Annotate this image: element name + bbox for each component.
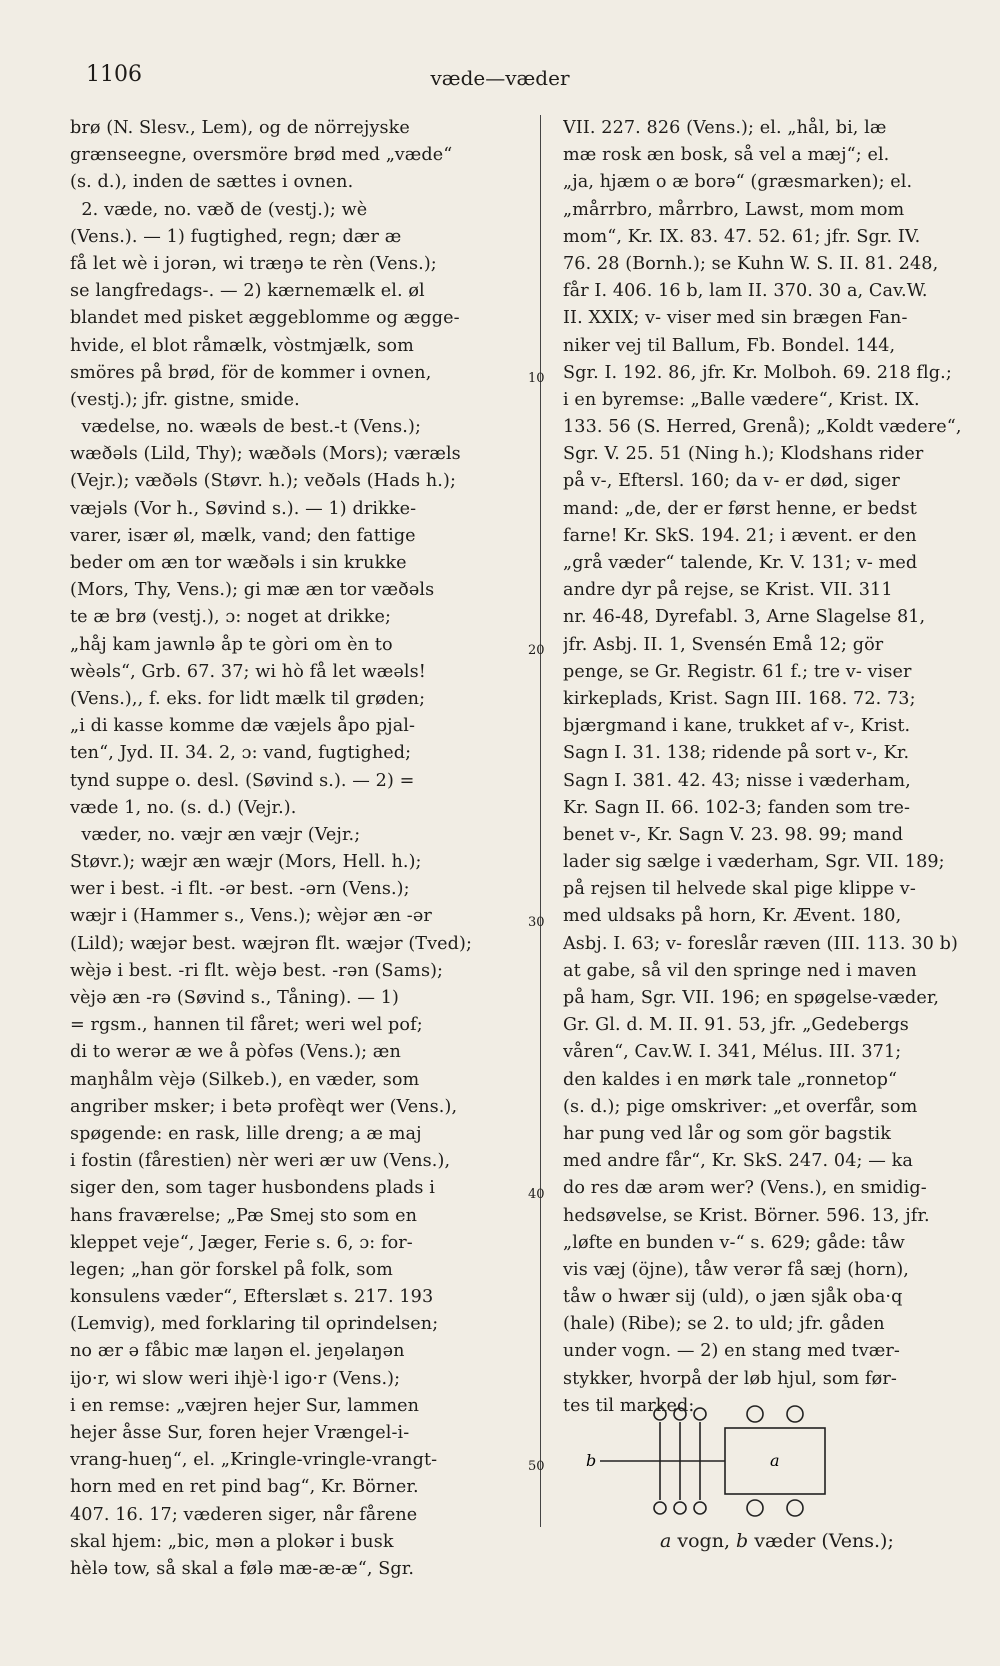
text-line: (vestj.); jfr. gistne, smide.	[70, 389, 300, 410]
text-line: med uldsaks på horn, Kr. Ævent. 180,	[563, 906, 902, 927]
page-number: 1106	[86, 62, 142, 87]
text-line: på rejsen til helvede skal pige klippe v-	[563, 879, 916, 900]
text-line: våren“, Cav.W. I. 341, Mélus. III. 371;	[563, 1042, 902, 1063]
text-line: 133. 56 (S. Herred, Grenå); „Koldt vædere“,	[563, 417, 962, 438]
text-line: vis væj (öjne), tåw verər få sæj (horn),	[563, 1259, 909, 1280]
running-head: væde—væder	[430, 66, 570, 90]
left-column	[70, 115, 540, 1583]
text-line: penge, se Gr. Registr. 61 f.; tre v- viser	[563, 661, 912, 682]
line-marker: 30	[528, 915, 545, 930]
caption-text: vogn,	[671, 1530, 737, 1552]
text-line: wèjə i best. -ri flt. wèjə best. -rən (Sams);	[70, 960, 444, 981]
text-line: Sgr. I. 192. 86, jfr. Kr. Molboh. 69. 218 flg.;	[563, 362, 952, 383]
text-line: farne! Kr. SkS. 194. 21; i ævent. er den	[563, 525, 917, 546]
text-line: den kaldes i en mørk tale „ronnetop“	[563, 1069, 898, 1090]
text-line: II. XXIX; v- viser med sin brægen Fan-	[563, 308, 908, 329]
text-line: grænseegne, oversmöre brød med „væde“	[70, 145, 453, 166]
text-line: legen; „han gör forskel på folk, som	[70, 1259, 393, 1280]
text-line: hans fraværelse; „Pæ Smej sto som en	[70, 1205, 418, 1226]
text-line: VII. 227. 826 (Vens.); el. „hål, bi, læ	[563, 118, 887, 138]
text-line: (s. d.); pige omskriver: „et overfår, som	[563, 1096, 918, 1117]
text-line: „grå væder“ talende, Kr. V. 131; v- med	[563, 553, 918, 573]
text-line: skal hjem: „bic, mən a plokər i busk	[70, 1531, 394, 1552]
text-line: „løfte en bunden v-“ s. 629; gåde: tåw	[563, 1232, 905, 1253]
text-line: wæðəls (Lild, Thy); wæðəls (Mors); væræls	[70, 444, 461, 465]
text-line: wæjr i (Hammer s., Vens.); wèjər æn -ər	[70, 906, 432, 927]
text-line: spøgende: en rask, lille dreng; a æ maj	[70, 1123, 422, 1144]
text-line: ijo·r, wi slow weri ihjè·l igo·r (Vens.);	[70, 1368, 401, 1389]
text-line: i fostin (fårestien) nèr weri ær uw (Vens.),	[70, 1151, 451, 1172]
text-line: på v-, Eftersl. 160; da v- er død, siger	[563, 471, 900, 492]
text-line: tes til marked:	[563, 1395, 695, 1416]
text-line: smöres på brød, för de kommer i ovnen,	[70, 362, 432, 383]
caption-b: b	[736, 1530, 749, 1552]
text-line: (Vejr.); væðəls (Støvr. h.); veðəls (Hads h.);	[70, 471, 456, 492]
text-line: Asbj. I. 63; v- foreslår ræven (III. 113. 30 b)	[563, 933, 958, 954]
text-line: i en remse: „væjren hejer Sur, lammen	[70, 1395, 420, 1416]
line-marker: 50	[528, 1459, 545, 1474]
text-line: „ja, hjæm o æ borə“ (græsmarken); el.	[563, 172, 913, 193]
text-line: benet v-, Kr. Sagn V. 23. 98. 99; mand	[563, 824, 904, 845]
text-line: stykker, hvorpå der løb hjul, som før-	[563, 1368, 897, 1389]
text-line: Gr. Gl. d. M. II. 91. 53, jfr. „Gedebergs	[563, 1015, 909, 1036]
text-line: (Mors, Thy, Vens.); gi mæ æn tor væðəls	[70, 580, 435, 601]
text-line: mom“, Kr. IX. 83. 47. 52. 61; jfr. Sgr. IV.	[563, 226, 921, 247]
text-line: får I. 406. 16 b, lam II. 370. 30 a, Cav.W.	[563, 281, 928, 302]
text-line: (Lild); wæjər best. wæjrən flt. wæjər (Tved);	[70, 933, 473, 954]
text-line: = rgsm., hannen til fåret; weri wel pof;	[70, 1015, 423, 1036]
text-line: angriber msker; i betə profèqt wer (Vens.),	[70, 1096, 458, 1117]
text-line: kleppet veje“, Jæger, Ferie s. 6, ɔ: for-	[70, 1232, 413, 1253]
text-line: under vogn. — 2) en stang med tvær-	[563, 1341, 900, 1362]
text-line: vèjə æn -rə (Søvind s., Tåning). — 1)	[70, 988, 399, 1008]
text-line: 407. 16. 17; væderen siger, når fårene	[70, 1504, 418, 1525]
text-line: 2. væde, no. væð de (vestj.); wè	[70, 199, 368, 220]
text-line: hèlə tow, så skal a følə mæ-æ-æ“, Sgr.	[70, 1558, 415, 1579]
text-line: do res dæ arəm wer? (Vens.), en smidig-	[563, 1178, 927, 1199]
text-line: (hale) (Ribe); se 2. to uld; jfr. gåden	[563, 1314, 885, 1335]
text-line: på ham, Sgr. VII. 196; en spøgelse-væder,	[563, 988, 940, 1008]
text-line: væder, no. væjr æn væjr (Vejr.;	[70, 824, 361, 845]
text-line: væjəls (Vor h., Søvind s.). — 1) drikke-	[70, 498, 417, 519]
text-line: brø (N. Slesv., Lem), og de nörrejyske	[70, 118, 410, 138]
text-line: kirkeplads, Krist. Sagn III. 168. 72. 73;	[563, 688, 916, 709]
text-line: med andre får“, Kr. SkS. 247. 04; — ka	[563, 1151, 913, 1172]
line-marker: 20	[528, 643, 545, 658]
text-line: varer, især øl, mælk, vand; den fattige	[70, 525, 416, 546]
text-line: wèəls“, Grb. 67. 37; wi hò få let wæəls!	[70, 661, 426, 682]
text-line: te æ brø (vestj.), ɔ: noget at drikke;	[70, 607, 392, 628]
figure-caption	[660, 1530, 894, 1552]
text-line: Støvr.); wæjr æn wæjr (Mors, Hell. h.);	[70, 852, 422, 873]
text-line: mand: „de, der er først henne, er bedst	[563, 498, 917, 519]
text-line: hejer åsse Sur, foren hejer Vrængel-i-	[70, 1423, 410, 1443]
text-line: væde 1, no. (s. d.) (Vejr.).	[70, 797, 297, 818]
text-line: blandet med pisket æggeblomme og ægge-	[70, 308, 460, 329]
text-line: 76. 28 (Bornh.); se Kuhn W. S. II. 81. 248,	[563, 253, 939, 274]
text-line: konsulens væder“, Efterslæt s. 217. 193	[70, 1287, 434, 1308]
text-line: maŋhålm vèjə (Silkeb.), en væder, som	[70, 1069, 420, 1090]
text-line: i en byremse: „Balle vædere“, Krist. IX.	[563, 389, 920, 410]
text-line: se langfredags-. — 2) kærnemælk el. øl	[70, 281, 425, 302]
right-column	[563, 115, 993, 1420]
text-line: beder om æn tor wæðəls i sin krukke	[70, 553, 407, 573]
text-line: no ær ə fåbic mæ laŋən el. jeŋəlaŋən	[70, 1341, 405, 1362]
label-b: b	[586, 1451, 597, 1470]
text-line: Kr. Sagn II. 66. 102-3; fanden som tre-	[563, 797, 910, 818]
text-line: horn med en ret pind bag“, Kr. Börner.	[70, 1477, 419, 1498]
text-line: andre dyr på rejse, se Krist. VII. 311	[563, 580, 893, 601]
caption-text: væder (Vens.);	[748, 1530, 894, 1552]
text-line: Sagn I. 381. 42. 43; nisse i væderham,	[563, 770, 911, 791]
line-marker: 10	[528, 371, 545, 386]
text-line: mæ rosk æn bosk, så vel a mæj“; el.	[563, 145, 890, 166]
text-line: tåw o hwær sij (uld), o jæn sjåk oba·q	[563, 1287, 903, 1308]
text-line: nr. 46-48, Dyrefabl. 3, Arne Slagelse 81,	[563, 607, 926, 628]
text-line: jfr. Asbj. II. 1, Svensén Emå 12; gör	[563, 634, 884, 655]
text-line: di to werər æ we å pòfəs (Vens.); æn	[70, 1042, 401, 1063]
text-line: niker vej til Ballum, Fb. Bondel. 144,	[563, 335, 896, 356]
text-line: (Vens.),, f. eks. for lidt mælk til grøden;	[70, 688, 426, 709]
text-line: hedsøvelse, se Krist. Börner. 596. 13, jfr.	[563, 1205, 930, 1226]
text-line: har pung ved lår og som gör bagstik	[563, 1123, 892, 1144]
text-line: hvide, el blot råmælk, vòstmjælk, som	[70, 335, 414, 356]
text-line: vrang-hueŋ“, el. „Kringle-vringle-vrangt-	[70, 1450, 438, 1471]
column-divider	[540, 115, 541, 1527]
text-line: (s. d.), inden de sættes i ovnen.	[70, 172, 354, 193]
text-line: få let wè i jorən, wi træŋə te rèn (Vens.);	[70, 253, 437, 274]
text-line: Sgr. V. 25. 51 (Ning h.); Klodshans rider	[563, 444, 924, 465]
text-line: (Vens.). — 1) fugtighed, regn; dær æ	[70, 226, 402, 247]
text-line: (Lemvig), med forklaring til oprindelsen;	[70, 1314, 439, 1335]
caption-a: a	[660, 1530, 672, 1552]
text-line: „håj kam jawnlə åp te gòri om èn to	[70, 634, 393, 655]
line-marker: 40	[528, 1187, 545, 1202]
text-line: vædelse, no. wæəls de best.-t (Vens.);	[70, 417, 421, 438]
text-line: at gabe, så vil den springe ned i maven	[563, 960, 917, 981]
text-line: lader sig sælge i væderham, Sgr. VII. 189;	[563, 852, 945, 873]
text-line: „i di kasse komme dæ væjels åpo pjal-	[70, 716, 416, 737]
text-line: Sagn I. 31. 138; ridende på sort v-, Kr.	[563, 743, 910, 764]
label-a: a	[770, 1451, 780, 1470]
text-line: ten“, Jyd. II. 34. 2, ɔ: vand, fugtighed;	[70, 743, 412, 764]
text-line: „mårrbro, mårrbro, Lawst, mom mom	[563, 199, 905, 220]
cart-diagram	[580, 1400, 980, 1520]
text-line: tynd suppe o. desl. (Søvind s.). — 2) =	[70, 770, 415, 791]
text-line: wer i best. -i flt. -ər best. -ərn (Vens.);	[70, 879, 410, 900]
text-line: siger den, som tager husbondens plads i	[70, 1178, 435, 1199]
text-line: bjærgmand i kane, trukket af v-, Krist.	[563, 716, 911, 737]
